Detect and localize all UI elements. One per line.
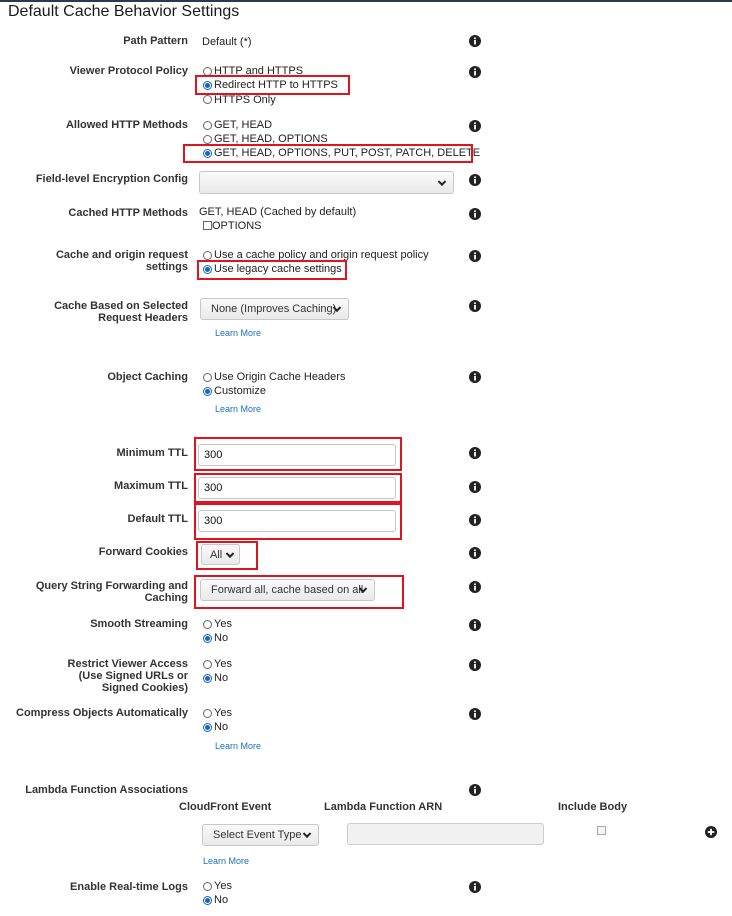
option-label: GET, HEAD (214, 119, 273, 131)
event-type-value: Select Event Type (213, 829, 302, 841)
info-icon[interactable] (469, 120, 481, 132)
min-ttl-label: Minimum TTL (116, 447, 188, 459)
option-label: Redirect HTTP to HTTPS (214, 79, 338, 91)
cache-origin-label (56, 249, 188, 273)
label-line: Request Headers (98, 312, 188, 324)
query-string-label (36, 580, 188, 604)
default-ttl-label: Default TTL (127, 513, 188, 525)
info-icon[interactable] (469, 619, 481, 631)
option-label: GET, HEAD, OPTIONS (214, 133, 328, 145)
info-icon[interactable] (469, 300, 481, 312)
info-icon[interactable] (469, 708, 481, 720)
info-icon[interactable] (469, 371, 481, 383)
info-icon[interactable] (469, 784, 481, 796)
restrict-viewer-label (68, 658, 188, 694)
cached-methods-value: GET, HEAD (Cached by default) (199, 206, 357, 218)
fle-config-label: Field-level Encryption Config (35, 173, 188, 185)
min-ttl-input[interactable]: 300 (198, 444, 396, 466)
col-lambda-arn: Lambda Function ARN (324, 801, 443, 813)
default-ttl-input[interactable]: 300 (198, 510, 396, 532)
info-icon[interactable] (469, 250, 481, 262)
event-type-select[interactable] (202, 824, 319, 846)
option-label: Use Origin Cache Headers (214, 371, 346, 383)
include-body-checkbox[interactable] (597, 826, 606, 835)
highlight-box (197, 260, 347, 280)
learn-more-link[interactable]: Learn More (215, 328, 262, 338)
options-checkbox-label: OPTIONS (212, 220, 262, 232)
info-icon[interactable] (469, 581, 481, 593)
info-icon[interactable] (469, 35, 481, 47)
option-label: Customize (214, 385, 266, 397)
label-line: Caching (144, 592, 188, 604)
object-caching-label: Object Caching (107, 371, 188, 383)
label-line: Signed Cookies) (101, 682, 188, 694)
allowed-methods-label: Allowed HTTP Methods (65, 119, 188, 131)
option-label: No (214, 632, 229, 644)
option-label: Yes (214, 658, 232, 670)
option-label: No (214, 672, 229, 684)
label-line: settings (145, 261, 188, 273)
info-icon[interactable] (469, 881, 481, 893)
radio-get-head[interactable] (203, 121, 212, 130)
fle-config-select[interactable] (199, 171, 454, 194)
radio-restrict-no[interactable] (203, 674, 212, 683)
option-label: GET, HEAD, OPTIONS, PUT, POST, PATCH, DELETE (214, 147, 481, 159)
info-icon[interactable] (469, 174, 481, 186)
radio-get-head-options[interactable] (203, 135, 212, 144)
viewer-protocol-label: Viewer Protocol Policy (69, 65, 188, 77)
cache-headers-label (54, 300, 188, 324)
highlight-box (195, 75, 350, 95)
info-icon[interactable] (469, 66, 481, 78)
option-label: No (214, 894, 229, 906)
add-circle-icon[interactable] (705, 826, 717, 838)
compress-label: Compress Objects Automatically (16, 707, 188, 719)
chevron-down-icon (303, 830, 311, 838)
option-label: Yes (214, 880, 232, 892)
info-icon[interactable] (469, 447, 481, 459)
forward-cookies-label: Forward Cookies (98, 546, 188, 558)
radio-smooth-yes[interactable] (203, 620, 212, 629)
highlight-box (183, 144, 473, 163)
info-icon[interactable] (469, 547, 481, 559)
forward-cookies-value: All (210, 548, 223, 561)
highlight-box (196, 541, 258, 570)
label-line: Cache and origin request (55, 249, 188, 261)
option-label: Use legacy cache settings (214, 263, 342, 275)
lambda-arn-input[interactable] (347, 823, 544, 845)
radio-compress-yes[interactable] (203, 709, 212, 718)
realtime-logs-label: Enable Real-time Logs (70, 881, 188, 893)
radio-realtime-yes[interactable] (203, 882, 212, 891)
radio-customize[interactable] (203, 387, 212, 396)
label-line: Query String Forwarding and (35, 580, 188, 592)
page-title: Default Cache Behavior Settings (8, 3, 240, 20)
top-border (0, 0, 732, 2)
option-label: Yes (214, 707, 232, 719)
cache-headers-select[interactable] (200, 298, 349, 320)
lambda-label: Lambda Function Associations (25, 784, 188, 796)
max-ttl-label: Maximum TTL (114, 480, 188, 492)
radio-smooth-no[interactable] (203, 634, 212, 643)
learn-more-link[interactable]: Learn More (215, 741, 262, 751)
options-checkbox[interactable] (203, 221, 212, 230)
query-string-value: Forward all, cache based on all (211, 584, 364, 596)
cached-methods-label: Cached HTTP Methods (68, 207, 188, 219)
radio-compress-no[interactable] (203, 723, 212, 732)
info-icon[interactable] (469, 659, 481, 671)
col-include-body: Include Body (558, 801, 628, 813)
highlight-box (194, 575, 404, 609)
info-icon[interactable] (469, 514, 481, 526)
smooth-streaming-label: Smooth Streaming (90, 618, 188, 630)
option-label: HTTP and HTTPS (214, 65, 304, 77)
highlight-box (194, 503, 402, 540)
label-line: (Use Signed URLs or (78, 670, 188, 682)
radio-restrict-yes[interactable] (203, 660, 212, 669)
learn-more-link[interactable]: Learn More (215, 404, 262, 414)
label-line: Cache Based on Selected (54, 300, 188, 312)
path-pattern-value: Default (*) (202, 36, 252, 48)
radio-https-only[interactable] (203, 95, 212, 104)
info-icon[interactable] (469, 208, 481, 220)
radio-cache-policy[interactable] (203, 251, 212, 260)
option-label: HTTPS Only (214, 94, 276, 106)
chevron-down-icon (438, 177, 446, 185)
option-label: Yes (214, 618, 232, 630)
label-line: Restrict Viewer Access (67, 658, 188, 670)
radio-use-origin-headers[interactable] (203, 373, 212, 382)
cache-headers-value: None (Improves Caching) (211, 303, 337, 315)
radio-realtime-no[interactable] (203, 896, 212, 905)
option-label: Use a cache policy and origin request policy (214, 249, 429, 261)
info-icon[interactable] (469, 481, 481, 493)
highlight-box (194, 437, 402, 471)
learn-more-link[interactable]: Learn More (203, 856, 250, 866)
option-label: No (214, 721, 229, 733)
col-cloudfront-event: CloudFront Event (179, 801, 272, 813)
max-ttl-input[interactable]: 300 (198, 477, 396, 499)
path-pattern-label: Path Pattern (123, 35, 188, 47)
highlight-box (194, 473, 402, 503)
